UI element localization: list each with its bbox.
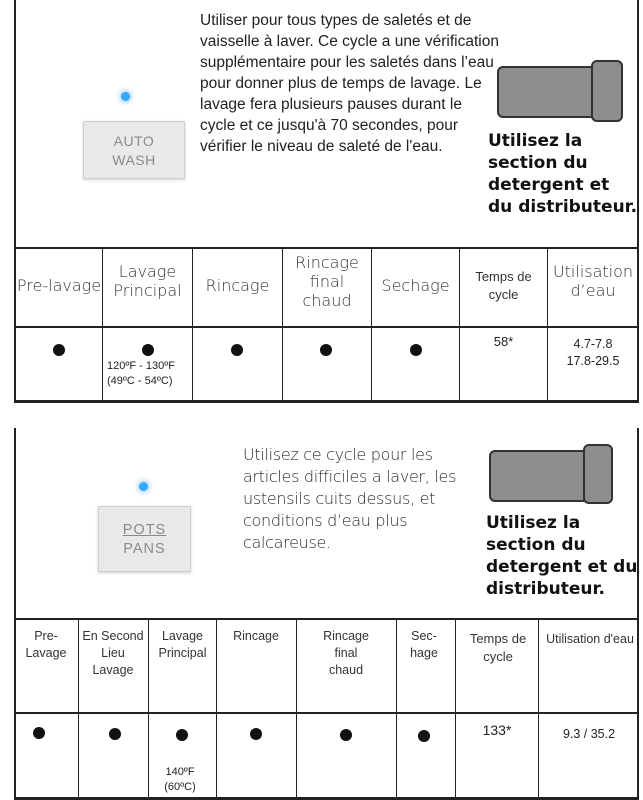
- cycle-time: 58*: [493, 334, 514, 349]
- auto-wash-button[interactable]: [83, 121, 185, 179]
- wash-temperature: [160, 765, 200, 795]
- temperature-c: (49ºC - 54ºC): [107, 375, 173, 387]
- sechage-dot: [418, 730, 430, 742]
- table-divider: [296, 618, 297, 800]
- table-rule: [14, 618, 639, 620]
- header-utilisation-eau: Utilisation d’eau: [552, 262, 634, 300]
- table-divider: [396, 618, 397, 800]
- cycle-time: 133*: [482, 722, 512, 738]
- table-divider: [216, 618, 217, 800]
- table-divider: [538, 618, 539, 800]
- water-usage-line1: 4.7-7.8: [573, 337, 613, 351]
- cycle-description: Utiliser pour tous types de saletés et de vaisselle à laver. Ce cycle a une vérification supplémentaire pour les saletés dans l’eau pour donner plus de temps de lavage. Le lavage fera plusieurs pauses durant le cycle et ce jusqu'à 70 secondes, pour vérifier le niveau de saleté de l'eau.: [200, 12, 499, 155]
- header-lavage-principal: Lavage Principal: [158, 629, 207, 660]
- table-rule: [14, 712, 639, 714]
- table-rule: [14, 400, 639, 403]
- pre-lavage-dot: [33, 727, 45, 739]
- header-sechage: Sec- hage: [410, 629, 438, 660]
- rincage-dot: [231, 344, 243, 356]
- lavage-principal-dot: [176, 729, 188, 741]
- pots-pans-panel: [0, 420, 643, 800]
- pots-pans-button-label-2: PANS: [123, 541, 166, 557]
- indicator-light-icon: [121, 92, 130, 101]
- panel-border-left: [14, 0, 16, 402]
- rincage-final-dot: [340, 729, 352, 741]
- detergent-note: Utilisez la section du detergent et du distributeur.: [486, 513, 638, 599]
- table-divider: [371, 247, 372, 402]
- table-divider: [455, 618, 456, 800]
- temperature-f: 120ºF - 130ºF: [107, 360, 175, 372]
- table-divider: [192, 247, 193, 402]
- detergent-note: Utilisez la section du detergent et du distributeur.: [488, 131, 638, 217]
- second-lavage-dot: [109, 728, 121, 740]
- header-temps-de-cycle: Temps de cycle: [469, 631, 527, 664]
- header-sechage: Sechage: [381, 276, 450, 295]
- wash-temperature: [107, 359, 175, 389]
- header-en-second-lieu-lavage: En Second Lieu Lavage: [82, 629, 144, 677]
- pots-pans-button[interactable]: [98, 506, 191, 572]
- header-pre-lavage: Pre- Lavage: [25, 629, 67, 660]
- sechage-dot: [410, 344, 422, 356]
- header-utilisation-eau: Utilisation d'eau: [546, 632, 634, 646]
- header-rincage: Rincage: [205, 276, 270, 295]
- header-lavage-principal: Lavage Principal: [113, 262, 182, 300]
- auto-wash-button-label-2: WASH: [112, 152, 156, 168]
- pots-pans-button-label-1: POTS: [122, 522, 167, 538]
- table-rule: [14, 247, 639, 249]
- lavage-principal-dot: [142, 344, 154, 356]
- temperature-c: (60ºC): [164, 781, 196, 793]
- water-usage: [548, 336, 638, 370]
- table-divider: [148, 618, 149, 800]
- header-rincage: Rincage: [233, 629, 279, 643]
- temperature-f: 140ºF: [165, 766, 195, 778]
- water-usage: 9.3 / 35.2: [562, 727, 616, 741]
- header-rincage-final-chaud: Rincage final chaud: [323, 629, 369, 677]
- water-usage-line2: 17.8-29.5: [566, 354, 620, 368]
- header-rincage-final-chaud: Rincage final chaud: [295, 253, 359, 310]
- rincage-final-dot: [320, 344, 332, 356]
- panel-border-right: [637, 428, 639, 800]
- indicator-light-icon: [139, 482, 148, 491]
- header-pre-lavage: Pre-lavage: [16, 276, 102, 295]
- pre-lavage-dot: [53, 344, 65, 356]
- table-rule: [14, 326, 639, 328]
- auto-wash-button-label-1: AUTO: [113, 133, 155, 149]
- rincage-dot: [250, 728, 262, 740]
- table-divider: [78, 618, 79, 800]
- panel-border-left: [14, 428, 16, 800]
- header-temps-de-cycle: Temps de cycle: [475, 269, 532, 302]
- cycle-description: Utilisez ce cycle pour les articles difficiles a laver, les ustensils cuits dessus, et conditions d’eau plus calcareuse.: [243, 445, 457, 552]
